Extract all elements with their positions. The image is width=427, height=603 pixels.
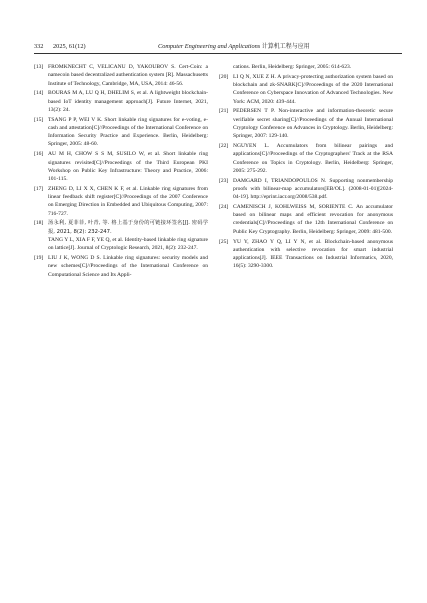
reference-17 xyxy=(34,185,208,218)
reference-16 xyxy=(34,150,208,183)
reference-number: [17] xyxy=(34,185,44,192)
volume-issue: 2025, 61(12) xyxy=(53,43,86,50)
reference-number: [22] xyxy=(219,143,229,150)
reference-text: TANG Y L, XIA F F, YE Q, et al. Identity-based linkable ring signature on lattice[J]. Journal of Cryptologic Research, 2021, 8(2): 232-247. xyxy=(48,236,208,252)
reference-13 xyxy=(34,63,208,88)
reference-number: [23] xyxy=(219,177,229,184)
reference-25 xyxy=(219,238,393,271)
reference-19-continued xyxy=(219,63,393,71)
reference-text: ZHENG D, LI X X, CHEN K F, et al. Linkable ring signatures from linear feedback shift register[C]//Proceedings of the 2007 Conference on Emerging Direction in Embedded and Ubiquitous Computing, 2007: 716-727. xyxy=(48,185,208,217)
journal-title-en: Computer Engineering and Applications xyxy=(158,43,261,50)
reference-text: DAMGARD I, TRIANDOPOULOS N. Supporting nonmembership proofs with bilinear-map accumulators[EB/OL]. (2008-01-01)[2024-04-19]. http://eprint.iacr.org/2008/538.pdf. xyxy=(233,177,393,201)
reference-text-zh: 汤永利, 夏菲菲, 叶青, 等. 格上基于身份的可链接环签名[J]. 密码学报, 2021, 8(2): 232-247. xyxy=(48,220,208,235)
header-rule xyxy=(34,53,402,54)
reference-text: FROMKNECHT C, VELICANU D, YAKOUBOV S. Cert-Coin: a namecoin based decentralized authentication system [R]. Massachusetts Institute of Technology, Cambridge, MA, USA, 2014: 46-56. xyxy=(48,64,208,87)
reference-number: [19] xyxy=(34,255,44,262)
references-right-column xyxy=(219,63,393,272)
reference-text: TSANG P P, WEI V K. Short linkable ring signatures for e-voting, e-cash and attestation[C]//Proceedings of the International Conference on Information Security Practice and Experience. Berlin, Heidelberg: Springer, 2005: 48-60. xyxy=(48,116,208,148)
journal-title-zh: 计算机工程与应用 xyxy=(261,43,310,50)
reference-number: [20] xyxy=(219,73,229,80)
reference-18 xyxy=(34,219,208,252)
reference-15 xyxy=(34,116,208,149)
reference-text: BOURAS M A, LU Q H, DHELIM S, et al. A lightweight blockchain- based IoT identity management approach[J]. Future Internet, 2021, 13(2): 24. xyxy=(48,90,208,113)
reference-14 xyxy=(34,89,208,114)
reference-number: [16] xyxy=(34,151,44,158)
reference-text: cations. Berlin, Heidelberg: Springer, 2005: 614-623. xyxy=(233,64,352,70)
reference-number: [15] xyxy=(34,116,44,123)
reference-text: YU Y, ZHAO Y Q, LI Y N, et al. Blockchain-based anonymous authentication with selective revocation for smart industrial applications[J]. IEEE Transactions on Industrial Informatics, 2020, 16(5): 3290-3300. xyxy=(233,238,393,270)
references-left-column xyxy=(34,63,208,280)
journal-title xyxy=(158,42,310,52)
reference-24 xyxy=(219,203,393,236)
reference-text: LIU J K, WONG D S. Linkable ring signatures: security models and new schemes[C]//Proceedings of the International Conference on Computational Science and Its Appli- xyxy=(48,255,208,278)
reference-number: [21] xyxy=(219,108,229,115)
reference-text: LI Q N, XUE Z H. A privacy-protecting authorization system based on blockchain and zk-SNARK[C]//Proceedings of the 2020 International Conference on Cyberspace Innovation of Advanced Technologies. New York: ACM, 2020: 439-444. xyxy=(233,73,393,105)
reference-text: NGUYEN L. Accumulators from bilinear pairings and applications[C]//Proceedings of the Cryptographers' Track at the RSA Conference on Topics in Cryptology. Berlin, Heidelberg: Springer, 2005: 275-292. xyxy=(233,143,393,174)
reference-text: AU M H, CHOW S S M, SUSILO W, et al. Short linkable ring signatures revisited[C]//Proceedings of the Third European PKI Workshop on Public Key Infrastructure: Theory and Practice, 2006: 101-115. xyxy=(48,151,208,183)
page-number: 332 xyxy=(34,43,44,50)
reference-20 xyxy=(219,73,393,106)
reference-22 xyxy=(219,142,393,175)
reference-number: [25] xyxy=(219,238,229,245)
reference-21 xyxy=(219,107,393,140)
reference-number: [24] xyxy=(219,203,229,210)
reference-number: [13] xyxy=(34,64,44,70)
reference-19 xyxy=(34,254,208,279)
reference-number: [14] xyxy=(34,90,44,97)
reference-text: CAMENISCH J, KOHLWEISS M, SORIENTE C. An accumulator based on bilinear maps and efficient revocation for anonymous credentials[C]//Proceedings of the 12th International Conference on Public Key Cryptography. Berlin, Heidelberg: Springer, 2009: 481-500. xyxy=(233,203,393,235)
reference-23 xyxy=(219,177,393,202)
reference-text: PEDERSEN T P. Non-interactive and information-theoretic secure verifiable secret sharing[C]//Proceedings of the Annual International Cryptology Conference on Advances in Cryptology. Berlin, Heidelberg: Springer, 2007: 129-140. xyxy=(233,108,393,140)
running-header xyxy=(34,42,402,52)
reference-number: [18] xyxy=(34,220,44,227)
